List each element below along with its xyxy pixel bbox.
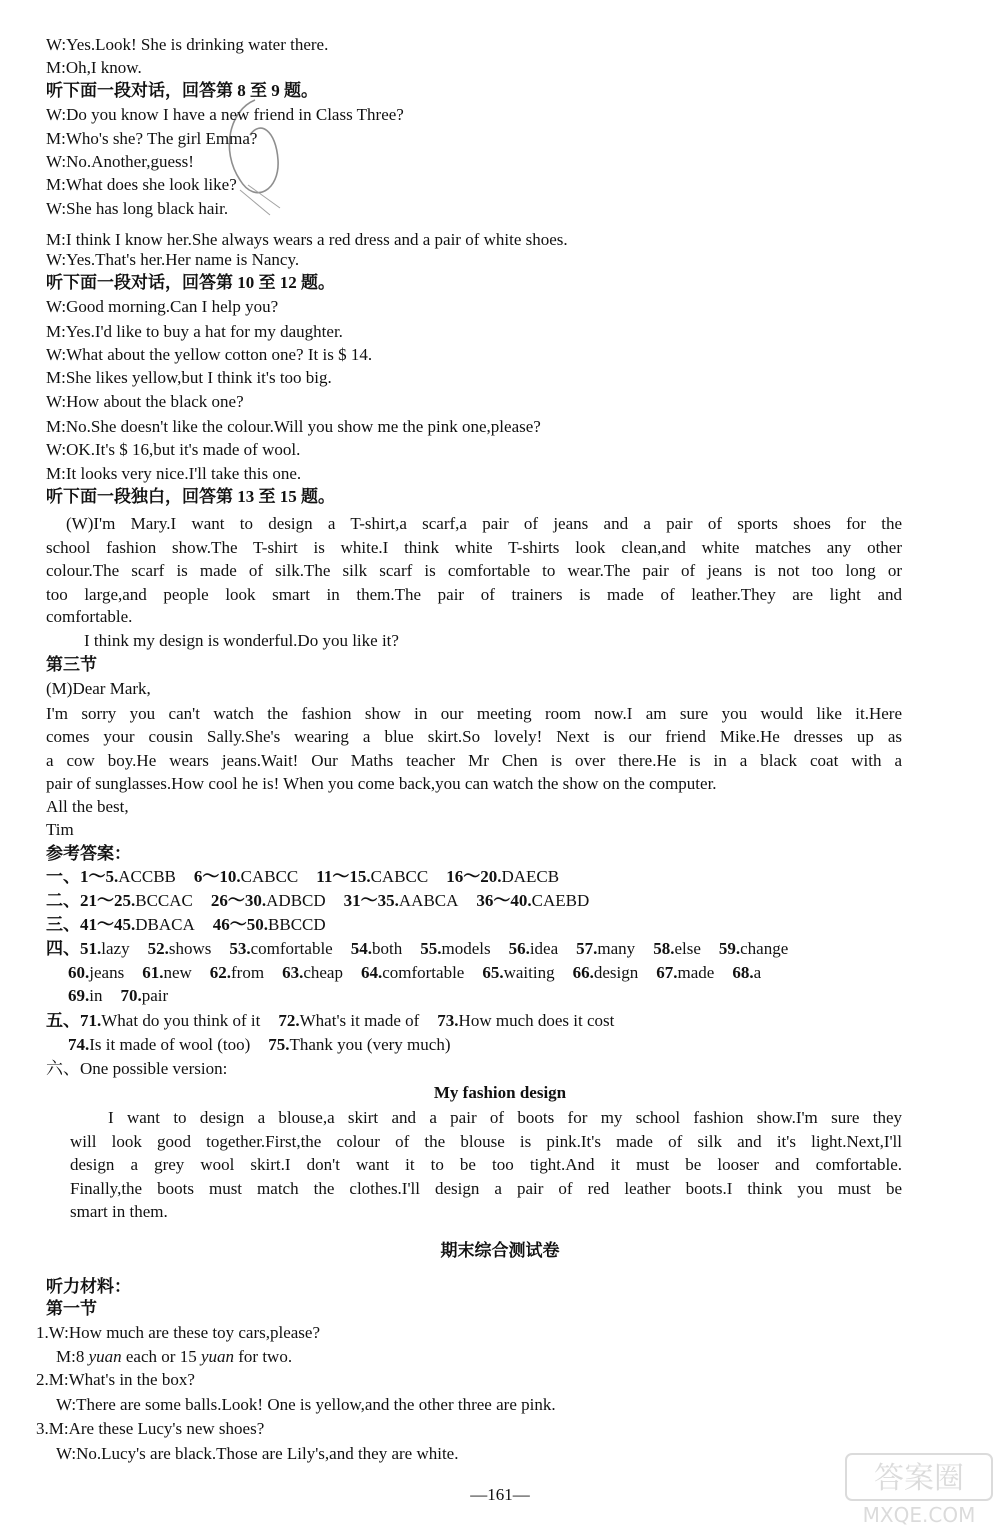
letter-line: (M)Dear Mark, [46,679,151,698]
page-number: —161— [470,1485,530,1504]
letter-line: I'm sorry you can't watch the fashion show in our meeting room now.I am sure you would like it.Here [46,704,902,723]
answer-number: 53. [229,939,251,958]
answer-number: 16～20. [446,867,502,886]
answer-value: from [231,963,265,982]
answer-value: ADBCD [266,891,326,910]
dialog-line: W:Yes.Look! She is drinking water there. [46,35,329,54]
answer-number: 64. [360,963,383,982]
answer-value: AABCA [398,891,459,910]
answer-value: BCCAC [135,891,193,910]
essay-line: Finally,the boots must match the clothes.I'll design a pair of red leather boots.I think you must be [70,1179,902,1198]
answers-heading: 参考答案： [46,844,131,863]
answer-value: both [371,939,403,958]
essay-line: design a grey wool skirt.I don't want it to be too tight.And it must be looser and comfortable. [70,1155,902,1174]
dialog-line: W:No.Another,guess! [46,152,194,171]
svg-text:MXQE.COM: MXQE.COM [862,1503,976,1527]
answer-row [46,914,326,936]
answer-value: design [593,963,639,982]
six-label: 六、One possible version: [46,1059,228,1078]
answer-number: 61. [142,963,164,982]
answer-number: 73. [437,1011,459,1030]
final-test-title: 期末综合测试卷 [440,1241,560,1260]
answer-row [68,962,761,984]
dialog-line: M:Oh,I know. [46,58,142,77]
answer-value: ACCBB [118,867,176,886]
monologue-line: comfortable. [46,607,133,626]
answer-line: M:8 yuan each or 15 yuan for two. [56,1347,293,1366]
section-heading: 听下面一段独白，回答第 13 至 15 题。 [46,487,335,506]
answer-value: Thank you (very much) [289,1035,451,1054]
answer-value: jeans [89,963,125,982]
letter-line: Tim [46,820,74,839]
dialog-line: W:Do you know I have a new friend in Class Three? [46,105,404,124]
dialog-line: W:She has long black hair. [46,199,229,218]
answer-value: BBCCD [268,915,326,934]
answer-value: How much does it cost [458,1011,615,1030]
answer-number: 67. [656,963,678,982]
answer-value: many [597,939,636,958]
answer-number: 一、1～5. [46,867,119,886]
dialog-line: M:I think I know her.She always wears a red dress and a pair of white shoes. [46,230,568,249]
svg-text:答案圈: 答案圈 [874,1461,964,1496]
answer-number: 55. [420,939,442,958]
answer-line: W:No.Lucy's are black.Those are Lily's,and they are white. [56,1444,459,1463]
answer-value: in [89,986,103,1005]
monologue-line: too large,and people look smart in them.The pair of trainers is made of leather.They are light and [46,585,902,604]
answer-number: 31～35. [343,891,399,910]
answer-row [68,985,168,1007]
dialog-line: M:Yes.I'd like to buy a hat for my daughter. [46,322,343,341]
watermark-logo-icon [844,1450,994,1528]
answer-number: 59. [718,939,741,958]
answer-number: 62. [209,963,232,982]
scribble-stamp-icon [200,90,310,230]
dialog-line: M:No.She doesn't like the colour.Will you show me the pink one,please? [46,417,541,436]
section-heading: 听下面一段对话，回答第 8 至 9 题。 [46,81,318,100]
answer-line: W:There are some balls.Look! One is yellow,and the other three are pink. [56,1395,556,1414]
answer-value: waiting [503,963,555,982]
monologue-line: school fashion show.The T-shirt is white.I think white T-shirts look clean,and white matches any other [46,538,902,557]
essay-line: smart in them. [70,1202,168,1221]
answer-value: else [674,939,701,958]
answer-number: 6～10. [193,867,241,886]
answer-number: 54. [350,939,372,958]
section-heading: 第三节 [46,655,97,674]
answer-number: 46～50. [212,915,269,934]
dialog-line: M:It looks very nice.I'll take this one. [46,464,302,483]
answer-value: shows [168,939,212,958]
answer-number: 70. [120,986,142,1005]
answer-number: 四、51. [46,939,102,958]
answer-number: 56. [508,939,530,958]
essay-line: I want to design a blouse,a skirt and a pair of boots for my school fashion show.I'm sure they [108,1108,902,1127]
dialog-line: W:Good morning.Can I help you? [46,297,279,316]
answer-value: idea [529,939,559,958]
answer-number: 36～40. [476,891,532,910]
question-line: 3.M:Are these Lucy's new shoes? [36,1419,265,1438]
answer-value: DBACA [135,915,195,934]
answer-row [46,866,559,888]
answer-number: 68. [732,963,754,982]
answer-number: 二、21～25. [46,891,136,910]
answer-number: 58. [653,939,675,958]
answer-number: 26～30. [210,891,267,910]
dialog-line: W:Yes.That's her.Her name is Nancy. [46,250,300,269]
dialog-line: M:What does she look like? [46,175,237,194]
answer-number: 66. [572,963,594,982]
answer-value: What's it made of [299,1011,420,1030]
answer-number: 74. [68,1035,90,1054]
essay-line: will look good together.First,the colour of the blouse is pink.It's made of silk and it's light.Next,I'll [70,1132,902,1151]
section-heading: 第一节 [46,1299,97,1318]
answer-value: lazy [101,939,130,958]
answer-row [46,1010,614,1032]
answer-value: cheap [303,963,343,982]
answer-value: CAEBD [531,891,590,910]
letter-line: All the best, [46,797,129,816]
answer-row [68,1034,450,1056]
answer-number: 三、41～45. [46,915,136,934]
answer-value: new [163,963,192,982]
dialog-line: M:She likes yellow,but I think it's too big. [46,368,332,387]
answer-number: 52. [147,939,169,958]
section-heading: 听下面一段对话，回答第 10 至 12 题。 [46,273,335,292]
letter-line: pair of sunglasses.How cool he is! When you come back,you can watch the show on the computer. [46,774,717,793]
answer-value: CABCC [370,867,429,886]
dialog-line: W:How about the black one? [46,392,244,411]
monologue-line: colour.The scarf is made of silk.The silk scarf is comfortable to wear.The pair of jeans is not too long or [46,561,902,580]
answer-number: 11～15. [316,867,371,886]
dialog-line: M:Who's she? The girl Emma? [46,129,258,148]
answer-number: 65. [482,963,504,982]
answer-value: DAECB [501,867,560,886]
dialog-line: W:OK.It's $ 16,but it's made of wool. [46,440,301,459]
dialog-line: W:What about the yellow cotton one? It is $ 14. [46,345,373,364]
question-line: 1.W:How much are these toy cars,please? [36,1323,321,1342]
answer-row [46,938,788,960]
answer-number: 75. [268,1035,290,1054]
answer-number: 69. [68,986,90,1005]
essay-title: My fashion design [433,1083,567,1102]
answer-number: 五、71. [46,1011,102,1030]
answer-value: made [677,963,715,982]
answer-value: CABCC [240,867,299,886]
answer-value: Is it made of wool (too) [89,1035,251,1054]
letter-line: a cow boy.He wears jeans.Wait! Our Maths teacher Mr Chen is over there.He is in a black coat with a [46,751,902,770]
answer-value: change [740,939,789,958]
answer-number: 72. [278,1011,300,1030]
letter-line: comes your cousin Sally.She's wearing a blue skirt.So lovely! Next is our friend Mike.He dresses up as [46,727,902,746]
answer-row [46,890,589,912]
monologue-line: (W)I'm Mary.I want to design a T-shirt,a scarf,a pair of jeans and a pair of sports shoes for the [66,514,902,533]
answer-value: pair [141,986,169,1005]
answer-number: 57. [576,939,598,958]
question-line: 2.M:What's in the box? [36,1370,195,1389]
answer-number: 60. [68,963,90,982]
answer-value: comfortable [250,939,333,958]
answer-value: models [441,939,491,958]
answer-value: comfortable [382,963,465,982]
monologue-line: I think my design is wonderful.Do you like it? [84,631,399,650]
answer-number: 63. [282,963,304,982]
answer-value: What do you think of it [101,1011,261,1030]
listening-heading: 听力材料： [46,1277,131,1296]
answer-value: a [753,963,762,982]
